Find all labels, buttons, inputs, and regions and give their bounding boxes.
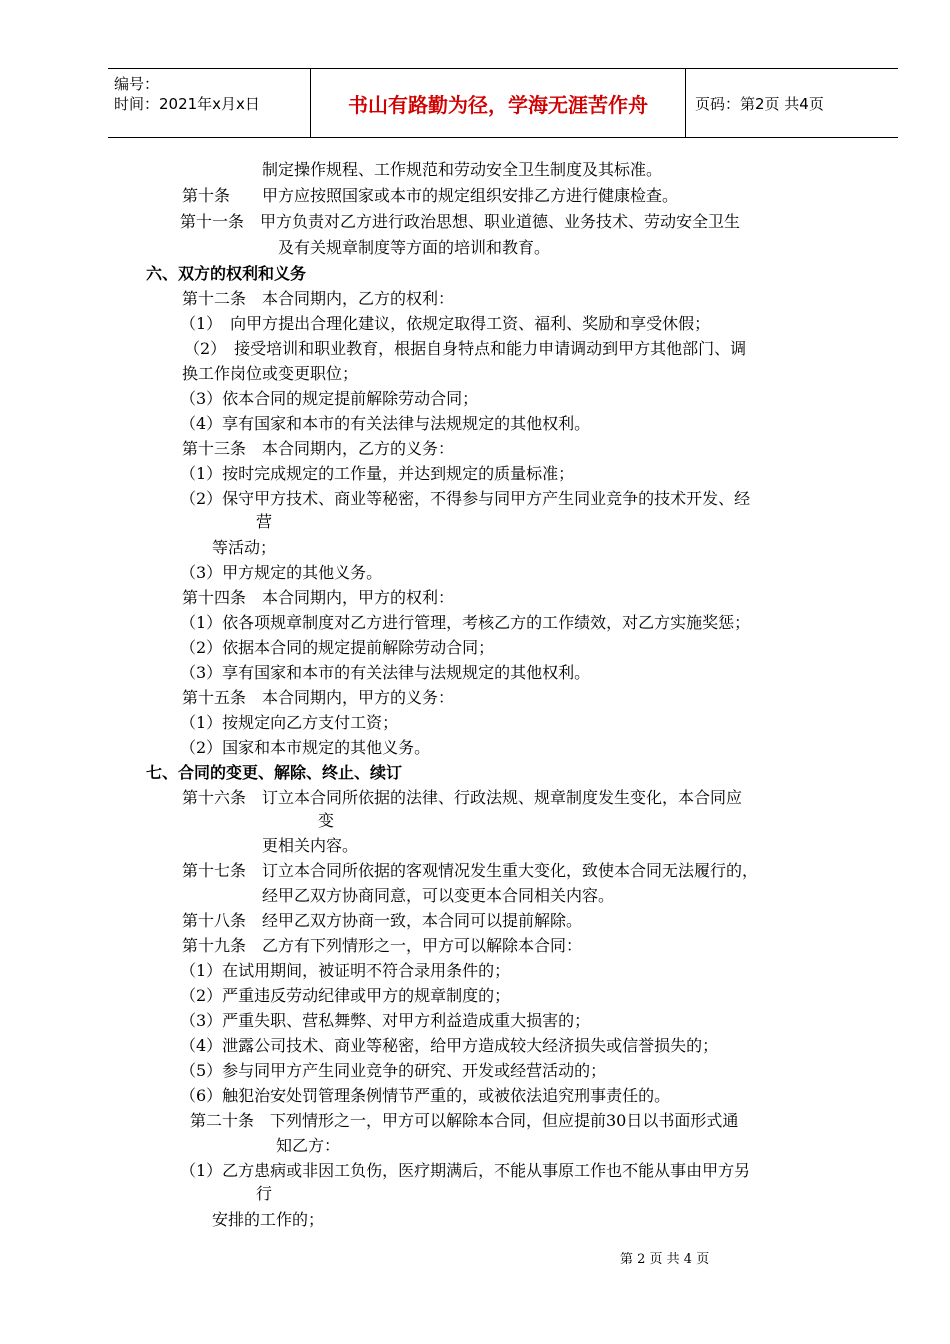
list-item: （3）甲方规定的其他义务。 (180, 563, 383, 582)
list-item: （2）依据本合同的规定提前解除劳动合同； (180, 638, 495, 657)
text-line: 更相关内容。 (262, 836, 359, 855)
clause-15: 第十五条 本合同期内，甲方的义务： (182, 688, 455, 707)
page-header (108, 68, 898, 138)
header-info (108, 69, 310, 137)
text-line: 安排的工作的； (212, 1210, 325, 1229)
clause-14: 第十四条 本合同期内，甲方的权利： (182, 588, 455, 607)
clause-17: 第十七条 订立本合同所依据的客观情况发生重大变化，致使本合同无法履行的， (182, 861, 759, 880)
clause-18: 第十八条 经甲乙双方协商一致，本合同可以提前解除。 (182, 911, 583, 930)
text-line: 知乙方： (276, 1136, 341, 1155)
section-heading-6: 六、双方的权利和义务 (146, 264, 307, 283)
text-line: 等活动； (212, 538, 277, 557)
clause-20: 第二十条 下列情形之一，甲方可以解除本合同，但应提前30日以书面形式通 (190, 1111, 739, 1130)
list-item: （3）严重失职、营私舞弊、对甲方利益造成重大损害的； (180, 1011, 591, 1030)
header-motto-cell (310, 69, 686, 137)
list-item: （6）触犯治安处罚管理条例情节严重的，或被依法追究刑事责任的。 (180, 1086, 671, 1105)
list-item: （2）保守甲方技术、商业等秘密，不得参与同甲方产生同业竞争的技术开发、经 (180, 489, 751, 508)
list-item: （5）参与同甲方产生同业竞争的研究、开发或经营活动的； (180, 1061, 607, 1080)
clause-11: 第十一条 甲方负责对乙方进行政治思想、职业道德、业务技术、劳动安全卫生 (180, 212, 741, 231)
list-item: （2）国家和本市规定的其他义务。 (180, 738, 431, 757)
list-item: （2）严重违反劳动纪律或甲方的规章制度的； (180, 986, 511, 1005)
header-page-cell (685, 69, 898, 137)
list-item: （3）享有国家和本市的有关法律与法规规定的其他权利。 (180, 663, 591, 682)
list-item: （4）泄露公司技术、商业等秘密，给甲方造成较大经济损失或信誉损失的； (180, 1036, 719, 1055)
text-line: 营 (256, 512, 273, 531)
list-item: （1）在试用期间，被证明不符合录用条件的； (180, 961, 511, 980)
motto: 书山有路勤为径，学海无涯苦作舟 (348, 92, 648, 117)
text-line: 及有关规章制度等方面的培训和教育。 (278, 238, 551, 257)
text-line: 制定操作规程、工作规范和劳动安全卫生制度及其标准。 (262, 160, 663, 179)
text-line: 行 (256, 1184, 273, 1203)
text-line: 经甲乙双方协商同意，可以变更本合同相关内容。 (262, 886, 615, 905)
clause-10: 第十条 甲方应按照国家或本市的规定组织安排乙方进行健康检查。 (182, 186, 679, 205)
page-code: 页码：第2页 共4页 (695, 94, 824, 113)
list-item: （4）享有国家和本市的有关法律与法规规定的其他权利。 (180, 414, 591, 433)
clause-13: 第十三条 本合同期内，乙方的义务： (182, 439, 455, 458)
text-line: 换工作岗位或变更职位； (182, 364, 359, 383)
clause-12: 第十二条 本合同期内，乙方的权利： (182, 289, 455, 308)
list-item: （3）依本合同的规定提前解除劳动合同； (180, 389, 479, 408)
list-item: （1）依各项规章制度对乙方进行管理，考核乙方的工作绩效，对乙方实施奖惩； (180, 613, 751, 632)
page-footer: 第 2 页 共 4 页 (620, 1252, 710, 1267)
list-item: （1） 向甲方提出合理化建议，依规定取得工资、福利、奖励和享受休假； (180, 314, 711, 333)
clause-16: 第十六条 订立本合同所依据的法律、行政法规、规章制度发生变化，本合同应 (182, 788, 743, 807)
text-line: 变 (318, 811, 335, 830)
clause-19: 第十九条 乙方有下列情形之一，甲方可以解除本合同： (182, 936, 583, 955)
list-item: （2） 接受培训和职业教育，根据自身特点和能力申请调动到甲方其他部门、调 (184, 339, 747, 358)
list-item: （1）按规定向乙方支付工资； (180, 713, 399, 732)
list-item: （1）乙方患病或非因工负伤，医疗期满后，不能从事原工作也不能从事由甲方另 (180, 1161, 751, 1180)
list-item: （1）按时完成规定的工作量，并达到规定的质量标准； (180, 464, 575, 483)
section-heading-7: 七、合同的变更、解除、终止、续订 (146, 763, 403, 782)
document-number: 编号： (114, 75, 160, 93)
document-time: 时间：2021年x月x日 (114, 95, 260, 113)
